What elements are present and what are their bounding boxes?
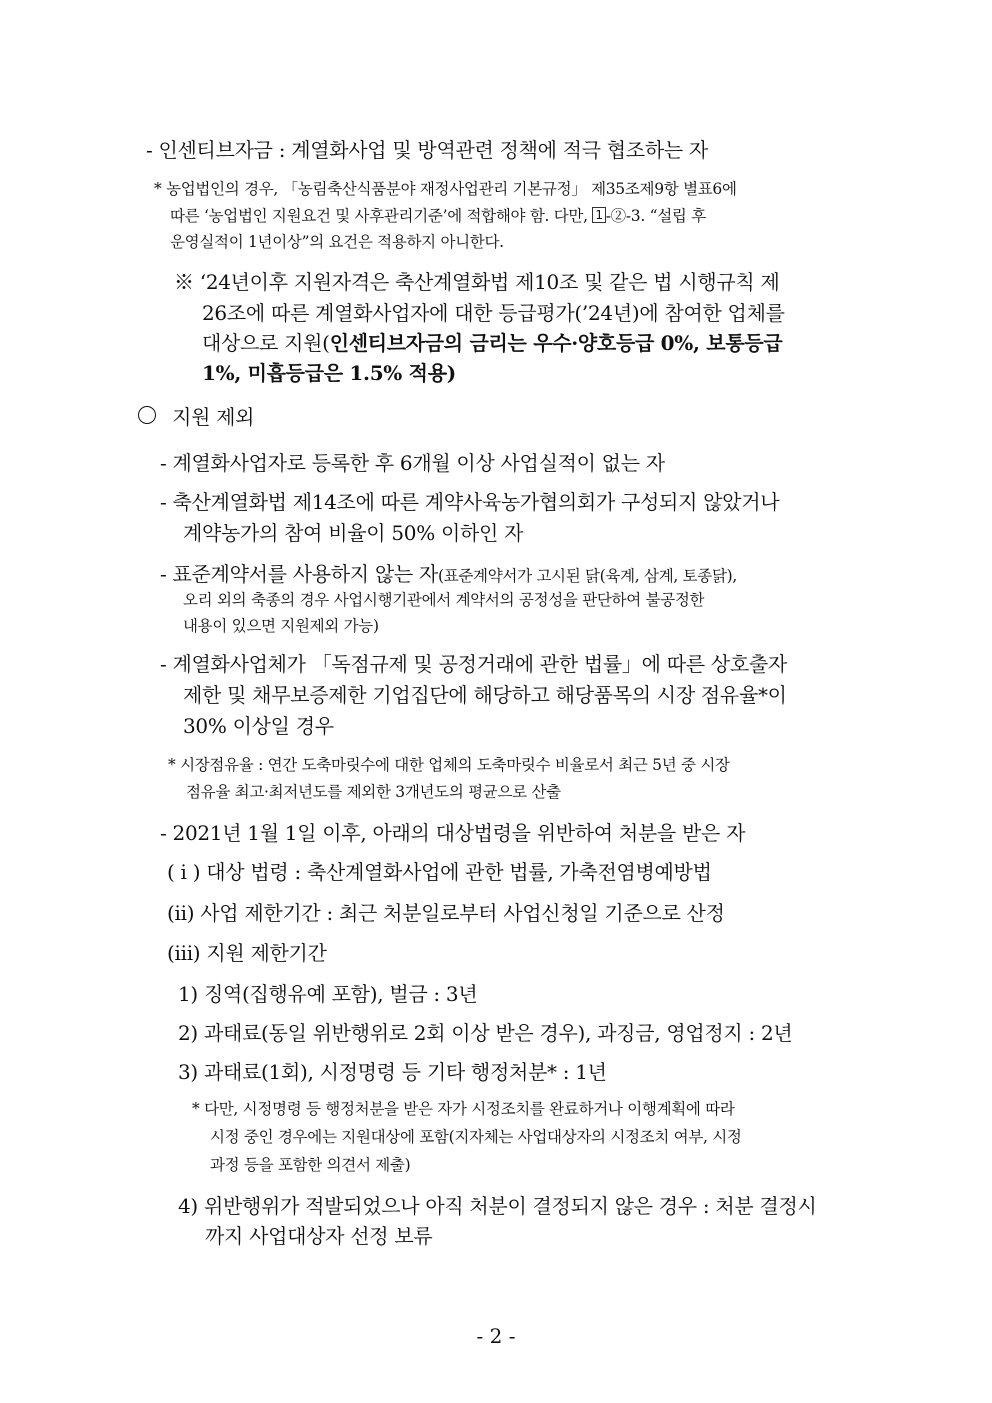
remark-line3 — [202, 327, 782, 356]
penalty-note-line1: * 다만, 시정명령 등 행정처분을 받은 자가 시정조치를 완료하거나 이행계획에 따라 — [192, 1100, 735, 1118]
circle-bullet-icon — [138, 406, 156, 424]
remark-line3-text: 대상으로 지원( — [202, 331, 330, 355]
exclusion-sub-iii: (iii) 지원 제한기간 — [167, 941, 327, 965]
penalty-item2: 2) 과태료(동일 위반행위로 2회 이상 받은 경우), 과징금, 영업정지 : 2년 — [178, 1021, 793, 1045]
incentive-note-line3: 운영실적이 1년이상”의 요건은 적용하지 아니한다. — [170, 233, 504, 251]
penalty-note-line3: 과정 등을 포함한 의견서 제출) — [210, 1156, 411, 1174]
remark-line2: 26조에 따른 계열화사업자에 대한 등급평가(’24년)에 참여한 업체를 — [202, 301, 785, 325]
exclusion-item3-line2: 오리 외의 축종의 경우 사업시행기관에서 계약서의 공정성을 판단하여 불공정한 — [183, 591, 705, 609]
exclusion-heading — [138, 401, 254, 430]
penalty-note-line2: 시정 중인 경우에는 지원대상에 포함(지자체는 사업대상자의 시정조치 여부, 시정 — [210, 1128, 742, 1146]
penalty-item1: 1) 징역(집행유예 포함), 벌금 : 3년 — [178, 982, 478, 1006]
exclusion-item3-line3: 내용이 있으면 지원제외 가능) — [183, 617, 379, 635]
exclusion-item3-line1 — [160, 558, 737, 587]
exclusion-item4-line3: 30% 이상일 경우 — [183, 714, 334, 738]
exclusion-item4-note-line1: * 시장점유율 : 연간 도축마릿수에 대한 업체의 도축마릿수 비율로서 최근 5년 중 시장 — [168, 756, 730, 774]
incentive-heading: - 인센티브자금 : 계열화사업 및 방역관련 정책에 적극 협조하는 자 — [146, 138, 708, 162]
exclusion-item5: - 2021년 1월 1일 이후, 아래의 대상법령을 위반하여 처분을 받은 자 — [160, 821, 746, 845]
incentive-note-line1: * 농업법인의 경우, 「농림축산식품분야 재정사업관리 기본규정」 제35조제9항 별표6에 — [154, 180, 737, 198]
exclusion-item1: - 계열화사업자로 등록한 후 6개월 이상 사업실적이 없는 자 — [160, 451, 665, 475]
page-number: - 2 - — [476, 1324, 516, 1348]
incentive-note-line2-ref: -②-3. “설립 후 — [605, 207, 706, 225]
exclusion-item2-line2: 계약농가의 참여 비율이 50% 이하인 자 — [183, 521, 524, 545]
exclusion-item4-line1: - 계열화사업체가 「독점규제 및 공정거래에 관한 법률」에 따른 상호출자 — [160, 652, 787, 676]
interest-rate-emphasis: 인센티브자금의 금리는 우수·양호등급 0%, 보통등급 — [329, 331, 783, 355]
incentive-note-line2 — [170, 204, 706, 226]
exclusion-item4-line2: 제한 및 채무보증제한 기업집단에 해당하고 해당품목의 시장 점유율*이 — [183, 683, 787, 707]
section-number-box: 1 — [592, 207, 605, 223]
exclusion-sub-i: ( i ) 대상 법령 : 축산계열화사업에 관한 법률, 가축전염병예방법 — [167, 860, 712, 884]
remark-line1: ※ ‘24년이후 지원자격은 축산계열화법 제10조 및 같은 법 시행규칙 제 — [174, 270, 780, 294]
exclusion-item2-line1: - 축산계열화법 제14조에 따른 계약사육농가협의회가 구성되지 않았거나 — [160, 490, 780, 514]
penalty-item3: 3) 과태료(1회), 시정명령 등 기타 행정처분* : 1년 — [178, 1060, 607, 1084]
exclusion-item3-paren: (표준계약서가 고시된 닭(육계, 삼계, 토종닭), — [437, 567, 738, 585]
penalty-item4-line2: 까지 사업대상자 선정 보류 — [205, 1224, 433, 1248]
exclusion-sub-ii: (ii) 사업 제한기간 : 최근 처분일로부터 사업신청일 기준으로 산정 — [167, 901, 725, 925]
exclusion-heading-text: 지원 제외 — [172, 405, 255, 429]
exclusion-item4-note-line2: 점유율 최고·최저년도를 제외한 3개년도의 평균으로 산출 — [186, 783, 561, 801]
penalty-item4-line1: 4) 위반행위가 적발되었으나 아직 처분이 결정되지 않은 경우 : 처분 결정시 — [178, 1194, 817, 1218]
remark-line4: 1%, 미흡등급은 1.5% 적용) — [202, 361, 456, 385]
exclusion-item3-text: - 표준계약서를 사용하지 않는 자 — [160, 562, 438, 586]
incentive-note-line2-text: 따른 ‘농업법인 지원요건 및 사후관리기준’에 적합해야 함. 다만, — [170, 207, 588, 225]
